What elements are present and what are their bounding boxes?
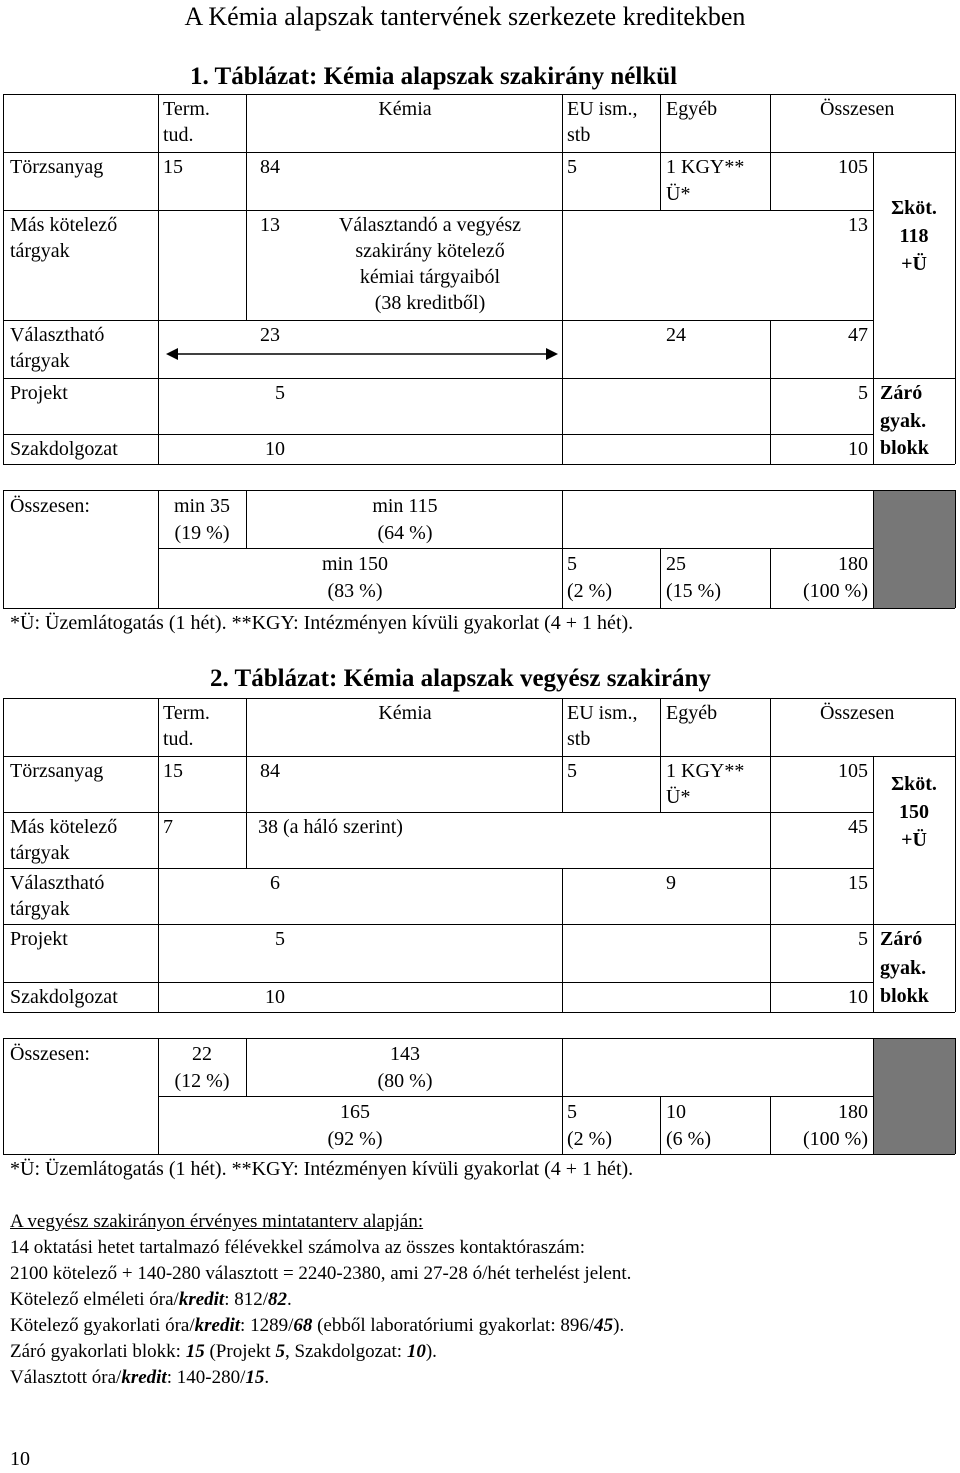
notes-heading: A vegyész szakirányon érvényes mintatanterv alapján: xyxy=(10,1211,424,1232)
document-page: A Kémia alapszak tantervének szerkezete kreditekben 1. Táblázat: Kémia alapszak szakirány nélkül Term. tud. Kémia EU ism., stb Egyéb Összesen Törzsanyag 15 84 5 1 KGY** Ü* 105 Más kötelező tárgyak 13 Választandó a vegyész szakirány kötelező kémiai tárgyaiból (38 kreditből) 13 Választható tárgyak 23 24 47 Projekt 5 5 Szakdolgozat 10 10 Σköt. 118 +Ü Záró gyak. blokk Összesen: min 35 (19 %) min 115 (64 %) min 150 (83 %) 5 (2 %) 25 (15 %) 180 (100 %) *Ü: Üzemlátogatás (1 hét). **KGY: Intézményen kívüli gyakorlat (4 + 1 hét). 2. Táblázat: Kémia alapszak vegyész szakirány Term. tud. Kémia EU ism., stb Egyéb Összesen Törzsanyag 15 84 5 1 KGY** Ü* 105 Más kötelező tárgyak 7 38 (a háló szerint) 45 Választható tárgyak 6 9 15 Projekt 5 5 Szakdolgozat 10 10 Σköt. 150 +Ü Záró gyak. blokk Összesen: 22 (12 %) 143 (80 %) 165 (92 %) 5 (2 %) 10 (6 %) 180 (100 %) *Ü: Üzemlátogatás (1 hét). **KGY: Intézményen kívüli gyakorlat (4 + 1 hét). A vegyész szakirányon érvényes mintatanterv alapján: 14 oktatási hetet tartalmazó félévekkel számolva az összes kontaktóraszám: 2100 kötelező + 140-280 választott = 2240-2380, ami 27-28 ó/hét terhelést jelent. Kötelező elméleti óra/kredit: 812/82. Kötelező gyakorlati óra/kredit: 1289/68 (ebből laboratóriumi gyakorlat: 896/45). Záró gyakorlati blokk: 15 (Projekt 5, Szakdolgozat: 10). Választott óra/kredit: 140-280/15. 10 xyxy=(0,0,960,1473)
notes-line: Kötelező gyakorlati óra/kredit: 1289/68 (ebből laboratóriumi gyakorlat: 896/45). xyxy=(10,1315,625,1336)
notes-line: Választott óra/kredit: 140-280/15. xyxy=(10,1367,270,1388)
footnote: *Ü: Üzemlátogatás (1 hét). **KGY: Intézményen kívüli gyakorlat (4 + 1 hét). xyxy=(10,612,634,634)
table-2-title: 2. Táblázat: Kémia alapszak vegyész szakirány xyxy=(210,665,711,692)
row-label: Törzsanyag xyxy=(10,156,104,178)
table-1-title: 1. Táblázat: Kémia alapszak szakirány nélkül xyxy=(190,63,678,90)
document-title: A Kémia alapszak tantervének szerkezete kreditekben xyxy=(184,2,746,31)
shaded-cell xyxy=(874,1039,955,1154)
range-arrow-icon xyxy=(166,346,558,362)
footnote: *Ü: Üzemlátogatás (1 hét). **KGY: Intézményen kívüli gyakorlat (4 + 1 hét). xyxy=(10,1158,634,1180)
notes-line: Záró gyakorlati blokk: 15 (Projekt 5, Szakdolgozat: 10). xyxy=(10,1341,437,1362)
notes-line: Kötelező elméleti óra/kredit: 812/82. xyxy=(10,1289,292,1310)
shaded-cell xyxy=(874,491,955,608)
page-number: 10 xyxy=(10,1448,30,1470)
